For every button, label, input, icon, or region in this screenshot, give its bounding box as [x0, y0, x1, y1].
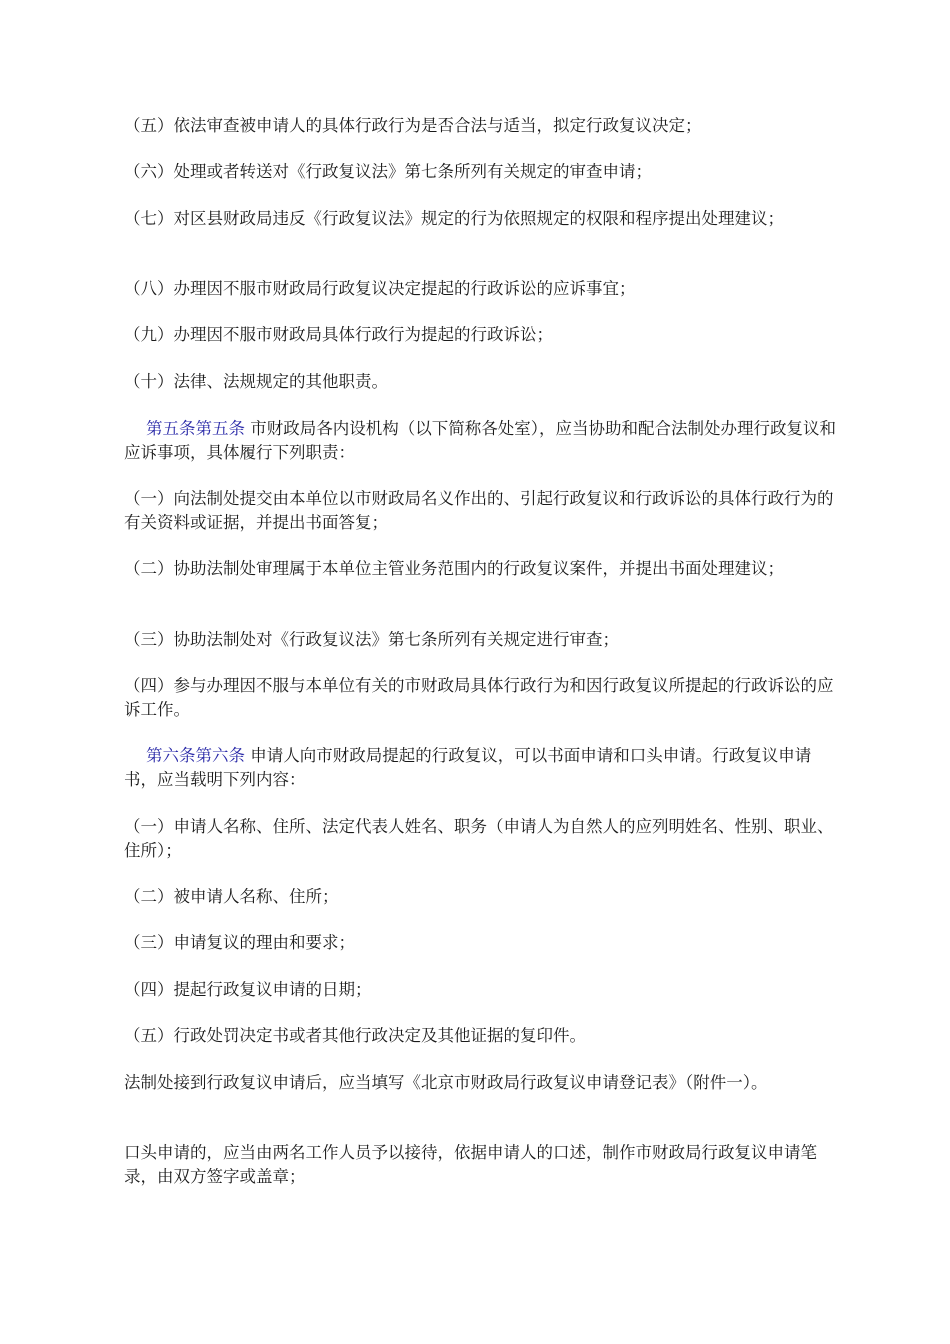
list-item: （二）被申请人名称、住所； [124, 887, 339, 906]
list-item: （三）申请复议的理由和要求； [124, 933, 355, 952]
list-item: （二）协助法制处审理属于本单位主管业务范围内的行政复议案件，并提出书面处理建议； [124, 559, 784, 578]
list-item: （六）处理或者转送对《行政复议法》第七条所列有关规定的审查申请； [124, 162, 652, 181]
article-6 [124, 744, 836, 792]
list-item: （五）依法审查被申请人的具体行政行为是否合法与适当，拟定行政复议决定； [124, 116, 702, 135]
list-item: （七）对区县财政局违反《行政复议法》规定的行为依照规定的权限和程序提出处理建议； [124, 209, 784, 228]
list-item: （八）办理因不服市财政局行政复议决定提起的行政诉讼的应诉事宜； [124, 279, 636, 298]
article-5 [124, 417, 836, 465]
article-6-label-link[interactable]: 第六条第六条 [146, 746, 245, 765]
list-item: （四）参与办理因不服与本单位有关的市财政局具体行政行为和因行政复议所提起的行政诉讼的应诉工作。 [124, 676, 834, 719]
list-item: （三）协助法制处对《行政复议法》第七条所列有关规定进行审查； [124, 630, 619, 649]
list-item: （九）办理因不服市财政局具体行政行为提起的行政诉讼； [124, 325, 553, 344]
article-6-text: 申请人向市财政局提起的行政复议，可以书面申请和口头申请。行政复议申请书，应当载明下列内容： [124, 746, 812, 789]
list-item: （五）行政处罚决定书或者其他行政决定及其他证据的复印件。 [124, 1026, 586, 1045]
list-item: （一）向法制处提交由本单位以市财政局名义作出的、引起行政复议和行政诉讼的具体行政行为的有关资料或证据，并提出书面答复； [124, 489, 834, 532]
list-item: （四）提起行政复议申请的日期； [124, 980, 372, 999]
paragraph-register: 法制处接到行政复议申请后，应当填写《北京市财政局行政复议申请登记表》（附件一）。 [124, 1073, 768, 1092]
paragraph-oral-application: 口头申请的，应当由两名工作人员予以接待，依据申请人的口述，制作市财政局行政复议申请笔录，由双方签字或盖章； [124, 1143, 817, 1186]
list-item: （十）法律、法规规定的其他职责。 [124, 372, 388, 391]
list-item: （一）申请人名称、住所、法定代表人姓名、职务（申请人为自然人的应列明姓名、性别、职业、住所）； [124, 817, 834, 860]
article-5-text: 市财政局各内设机构（以下简称各处室），应当协助和配合法制处办理行政复议和应诉事项，具体履行下列职责： [124, 419, 836, 462]
article-5-label-link[interactable]: 第五条第五条 [146, 419, 245, 438]
